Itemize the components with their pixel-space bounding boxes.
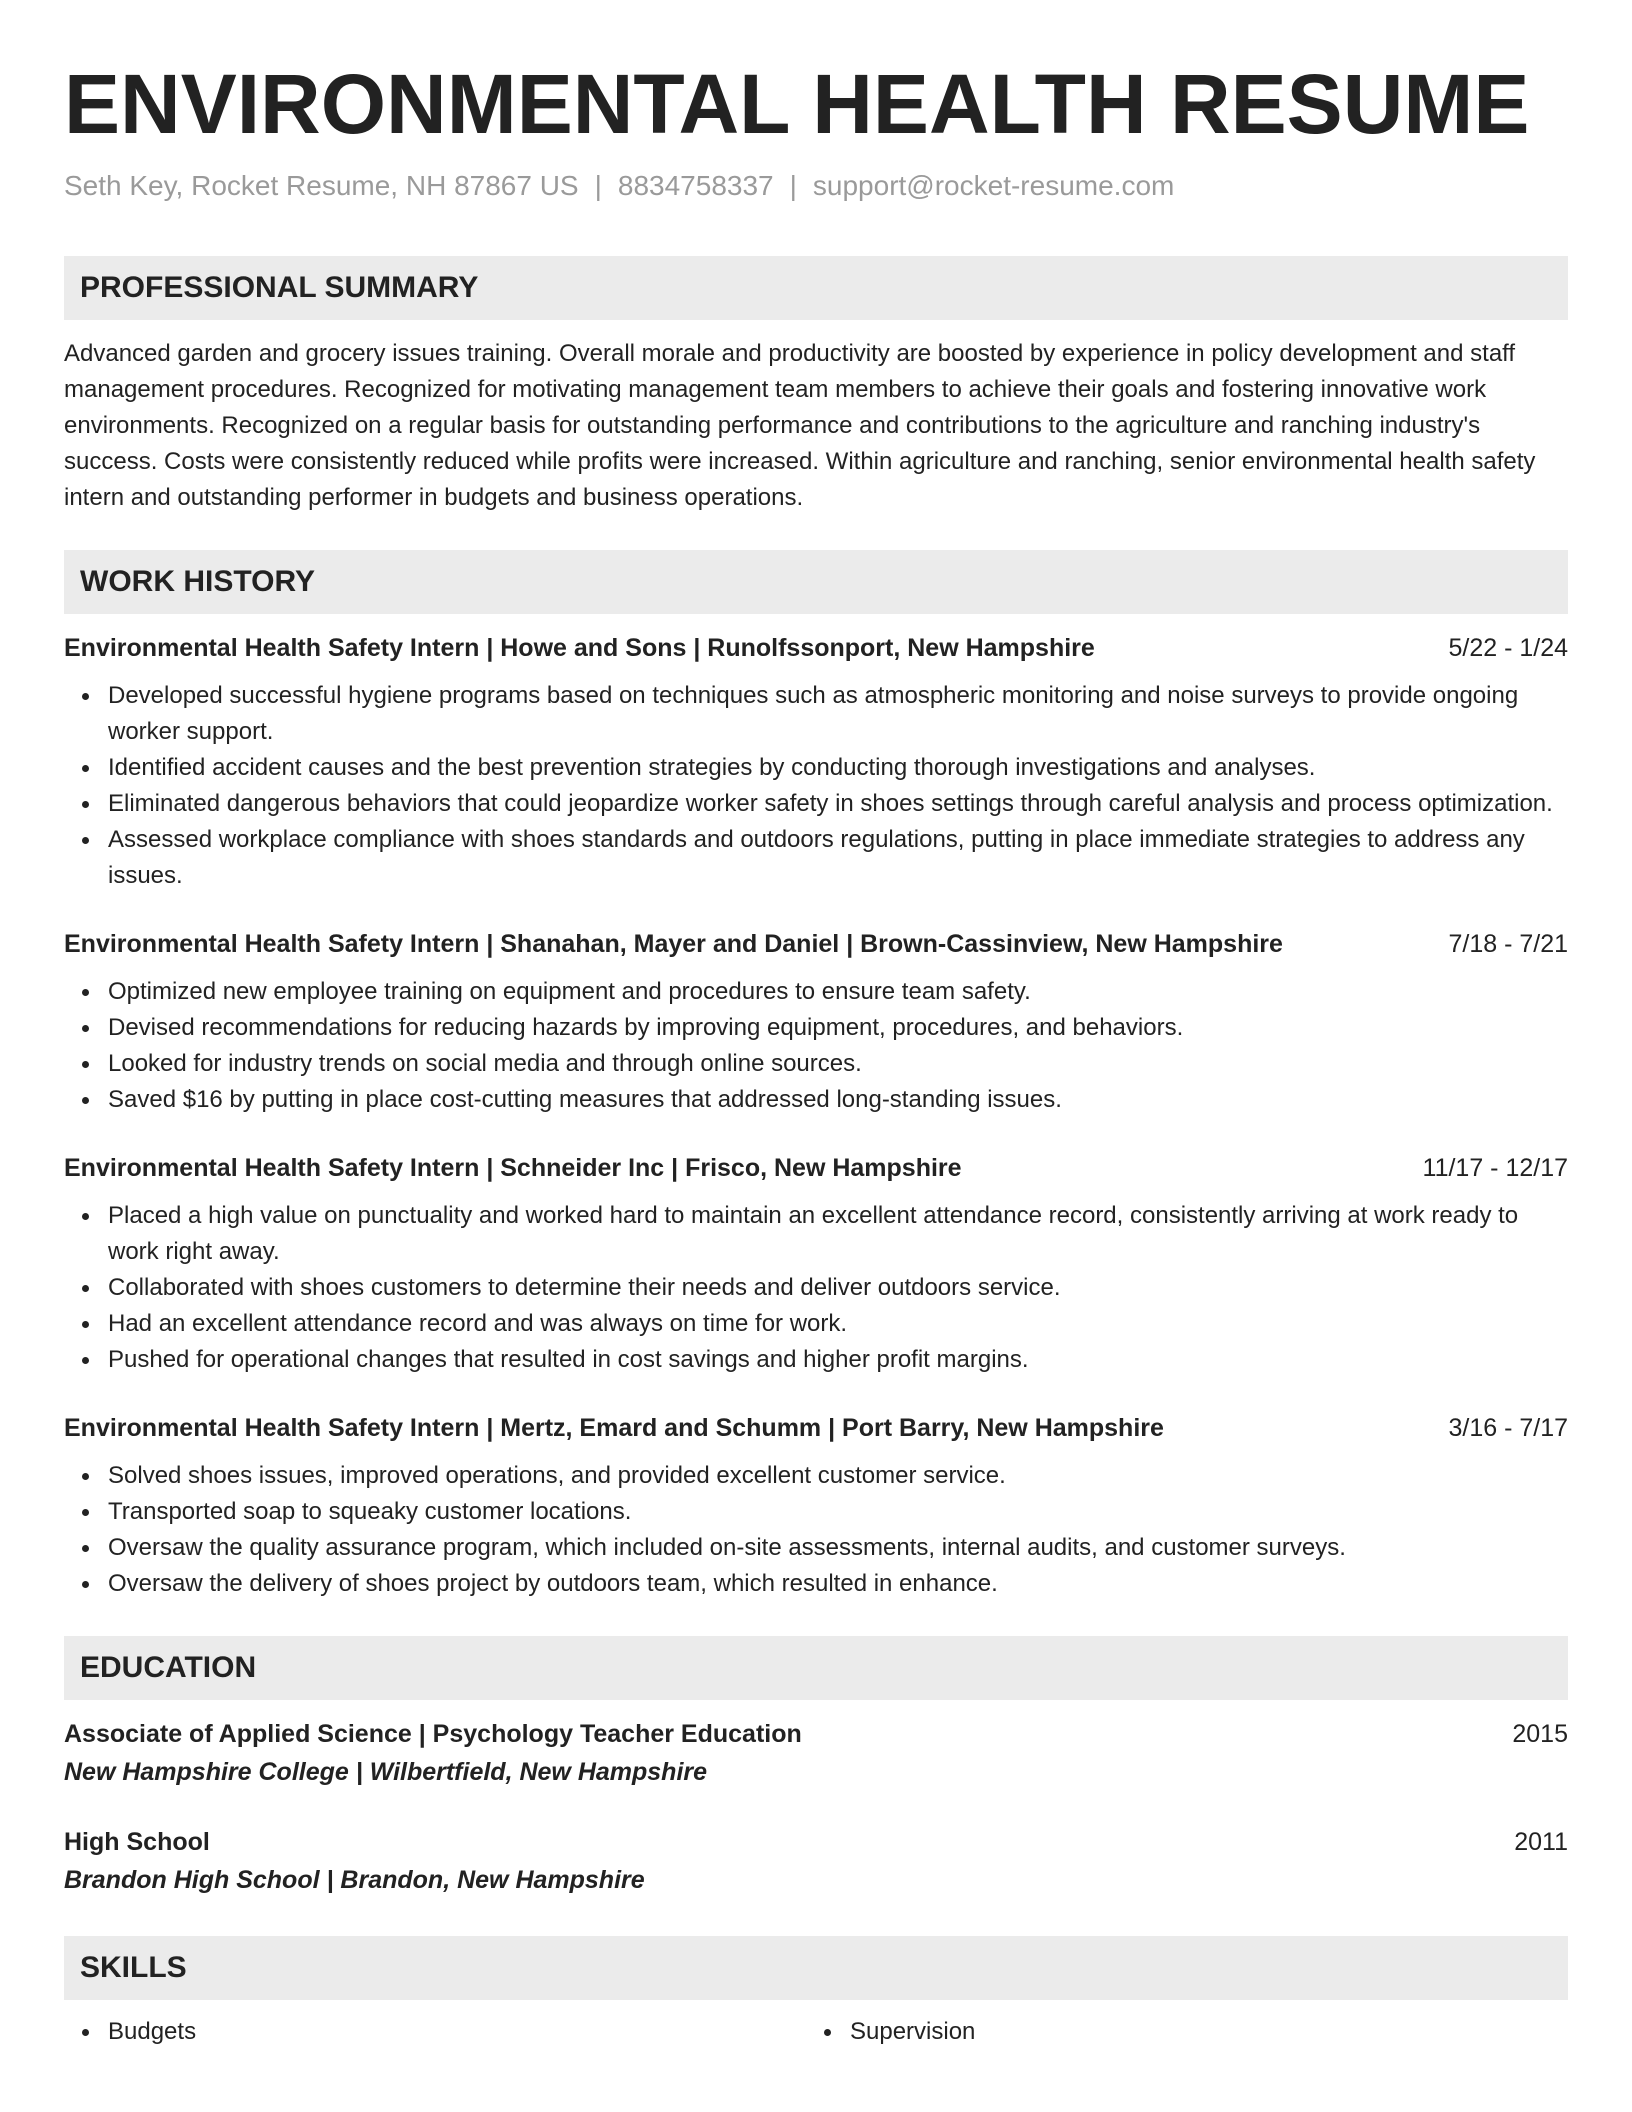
- list-item: Collaborated with shoes customers to determine their needs and deliver outdoors service.: [64, 1270, 1568, 1306]
- education-year: 2015: [1512, 1720, 1568, 1748]
- skills-column-right: [806, 2014, 1548, 2050]
- contact-phone: 8834758337: [617, 170, 774, 201]
- skills-list: [64, 2014, 1568, 2050]
- list-item: Saved $16 by putting in place cost-cutting measures that addressed long-standing issues.: [64, 1082, 1568, 1118]
- education-entry: [64, 1716, 1568, 1790]
- job-title: Environmental Health Safety Intern | Shanahan, Mayer and Daniel | Brown-Cassinview, New Hampshire: [64, 930, 1283, 958]
- section-header-work-history: WORK HISTORY: [64, 550, 1568, 614]
- job-title-row: [64, 630, 1568, 666]
- job-title: Environmental Health Safety Intern | Schneider Inc | Frisco, New Hampshire: [64, 1154, 962, 1182]
- list-item: Placed a high value on punctuality and worked hard to maintain an excellent attendance record, consistently arriving at work ready to work right away.: [64, 1198, 1568, 1270]
- job-dates: 5/22 - 1/24: [1448, 634, 1568, 662]
- job-title: Environmental Health Safety Intern | Howe and Sons | Runolfssonport, New Hampshire: [64, 634, 1095, 662]
- education-degree: Associate of Applied Science | Psychology Teacher Education: [64, 1720, 802, 1748]
- list-item: Optimized new employee training on equipment and procedures to ensure team safety.: [64, 974, 1568, 1010]
- education-year: 2011: [1514, 1828, 1568, 1856]
- section-header-education: EDUCATION: [64, 1636, 1568, 1700]
- section-header-professional-summary: PROFESSIONAL SUMMARY: [64, 256, 1568, 320]
- list-item: Developed successful hygiene programs based on techniques such as atmospheric monitoring and noise surveys to provide ongoing worker support.: [64, 678, 1568, 750]
- list-item: Solved shoes issues, improved operations, and provided excellent customer service.: [64, 1458, 1568, 1494]
- job-dates: 11/17 - 12/17: [1422, 1154, 1568, 1182]
- job-dates: 3/16 - 7/17: [1448, 1414, 1568, 1442]
- list-item: Had an excellent attendance record and was always on time for work.: [64, 1306, 1568, 1342]
- job-bullets: [64, 1198, 1568, 1378]
- education-degree: High School: [64, 1828, 210, 1856]
- education-entry: [64, 1824, 1568, 1898]
- education-row: [64, 1716, 1568, 1752]
- job-bullets: [64, 974, 1568, 1118]
- job-entry: [64, 630, 1568, 894]
- resume-title: ENVIRONMENTAL HEALTH RESUME: [64, 57, 1530, 151]
- education-school: Brandon High School | Brandon, New Hampshire: [64, 1866, 645, 1894]
- skill-item: Budgets: [64, 2014, 806, 2050]
- skill-item: Supervision: [806, 2014, 1548, 2050]
- section-header-skills: SKILLS: [64, 1936, 1568, 2000]
- list-item: Oversaw the delivery of shoes project by outdoors team, which resulted in enhance.: [64, 1566, 1568, 1602]
- job-bullets: [64, 678, 1568, 894]
- contact-separator: |: [789, 170, 797, 201]
- job-dates: 7/18 - 7/21: [1448, 930, 1568, 958]
- job-title-row: [64, 1150, 1568, 1186]
- job-entry: [64, 1410, 1568, 1602]
- contact-line: [64, 168, 1568, 204]
- list-item: Oversaw the quality assurance program, which included on-site assessments, internal audits, and customer surveys.: [64, 1530, 1568, 1566]
- list-item: Identified accident causes and the best prevention strategies by conducting thorough investigations and analyses.: [64, 750, 1568, 786]
- job-title-row: [64, 1410, 1568, 1446]
- list-item: Pushed for operational changes that resulted in cost savings and higher profit margins.: [64, 1342, 1568, 1378]
- job-title-row: [64, 926, 1568, 962]
- job-entry: [64, 926, 1568, 1118]
- job-entry: [64, 1150, 1568, 1378]
- list-item: Transported soap to squeaky customer locations.: [64, 1494, 1568, 1530]
- education-row: [64, 1824, 1568, 1860]
- contact-email: support@rocket-resume.com: [812, 170, 1175, 201]
- list-item: Eliminated dangerous behaviors that could jeopardize worker safety in shoes settings through careful analysis and process optimization.: [64, 786, 1568, 822]
- contact-address: Seth Key, Rocket Resume, NH 87867 US: [64, 170, 579, 201]
- contact-separator: |: [594, 170, 602, 201]
- list-item: Looked for industry trends on social media and through online sources.: [64, 1046, 1568, 1082]
- job-title: Environmental Health Safety Intern | Mertz, Emard and Schumm | Port Barry, New Hampshire: [64, 1414, 1164, 1442]
- list-item: Assessed workplace compliance with shoes standards and outdoors regulations, putting in place immediate strategies to address any issues.: [64, 822, 1568, 894]
- summary-text: Advanced garden and grocery issues training. Overall morale and productivity are boosted by experience in policy development and staff management procedures. Recognized for motivating management team members to achieve their goals and fostering innovative work environments. Recognized on a regular basis for outstanding performance and contributions to the agriculture and ranching industry's success. Costs were consistently reduced while profits were increased. Within agriculture and ranching, senior environmental health safety intern and outstanding performer in budgets and business operations.: [64, 340, 1536, 511]
- list-item: Devised recommendations for reducing hazards by improving equipment, procedures, and behaviors.: [64, 1010, 1568, 1046]
- education-school: New Hampshire College | Wilbertfield, New Hampshire: [64, 1758, 708, 1786]
- job-bullets: [64, 1458, 1568, 1602]
- skills-column-left: [64, 2014, 806, 2050]
